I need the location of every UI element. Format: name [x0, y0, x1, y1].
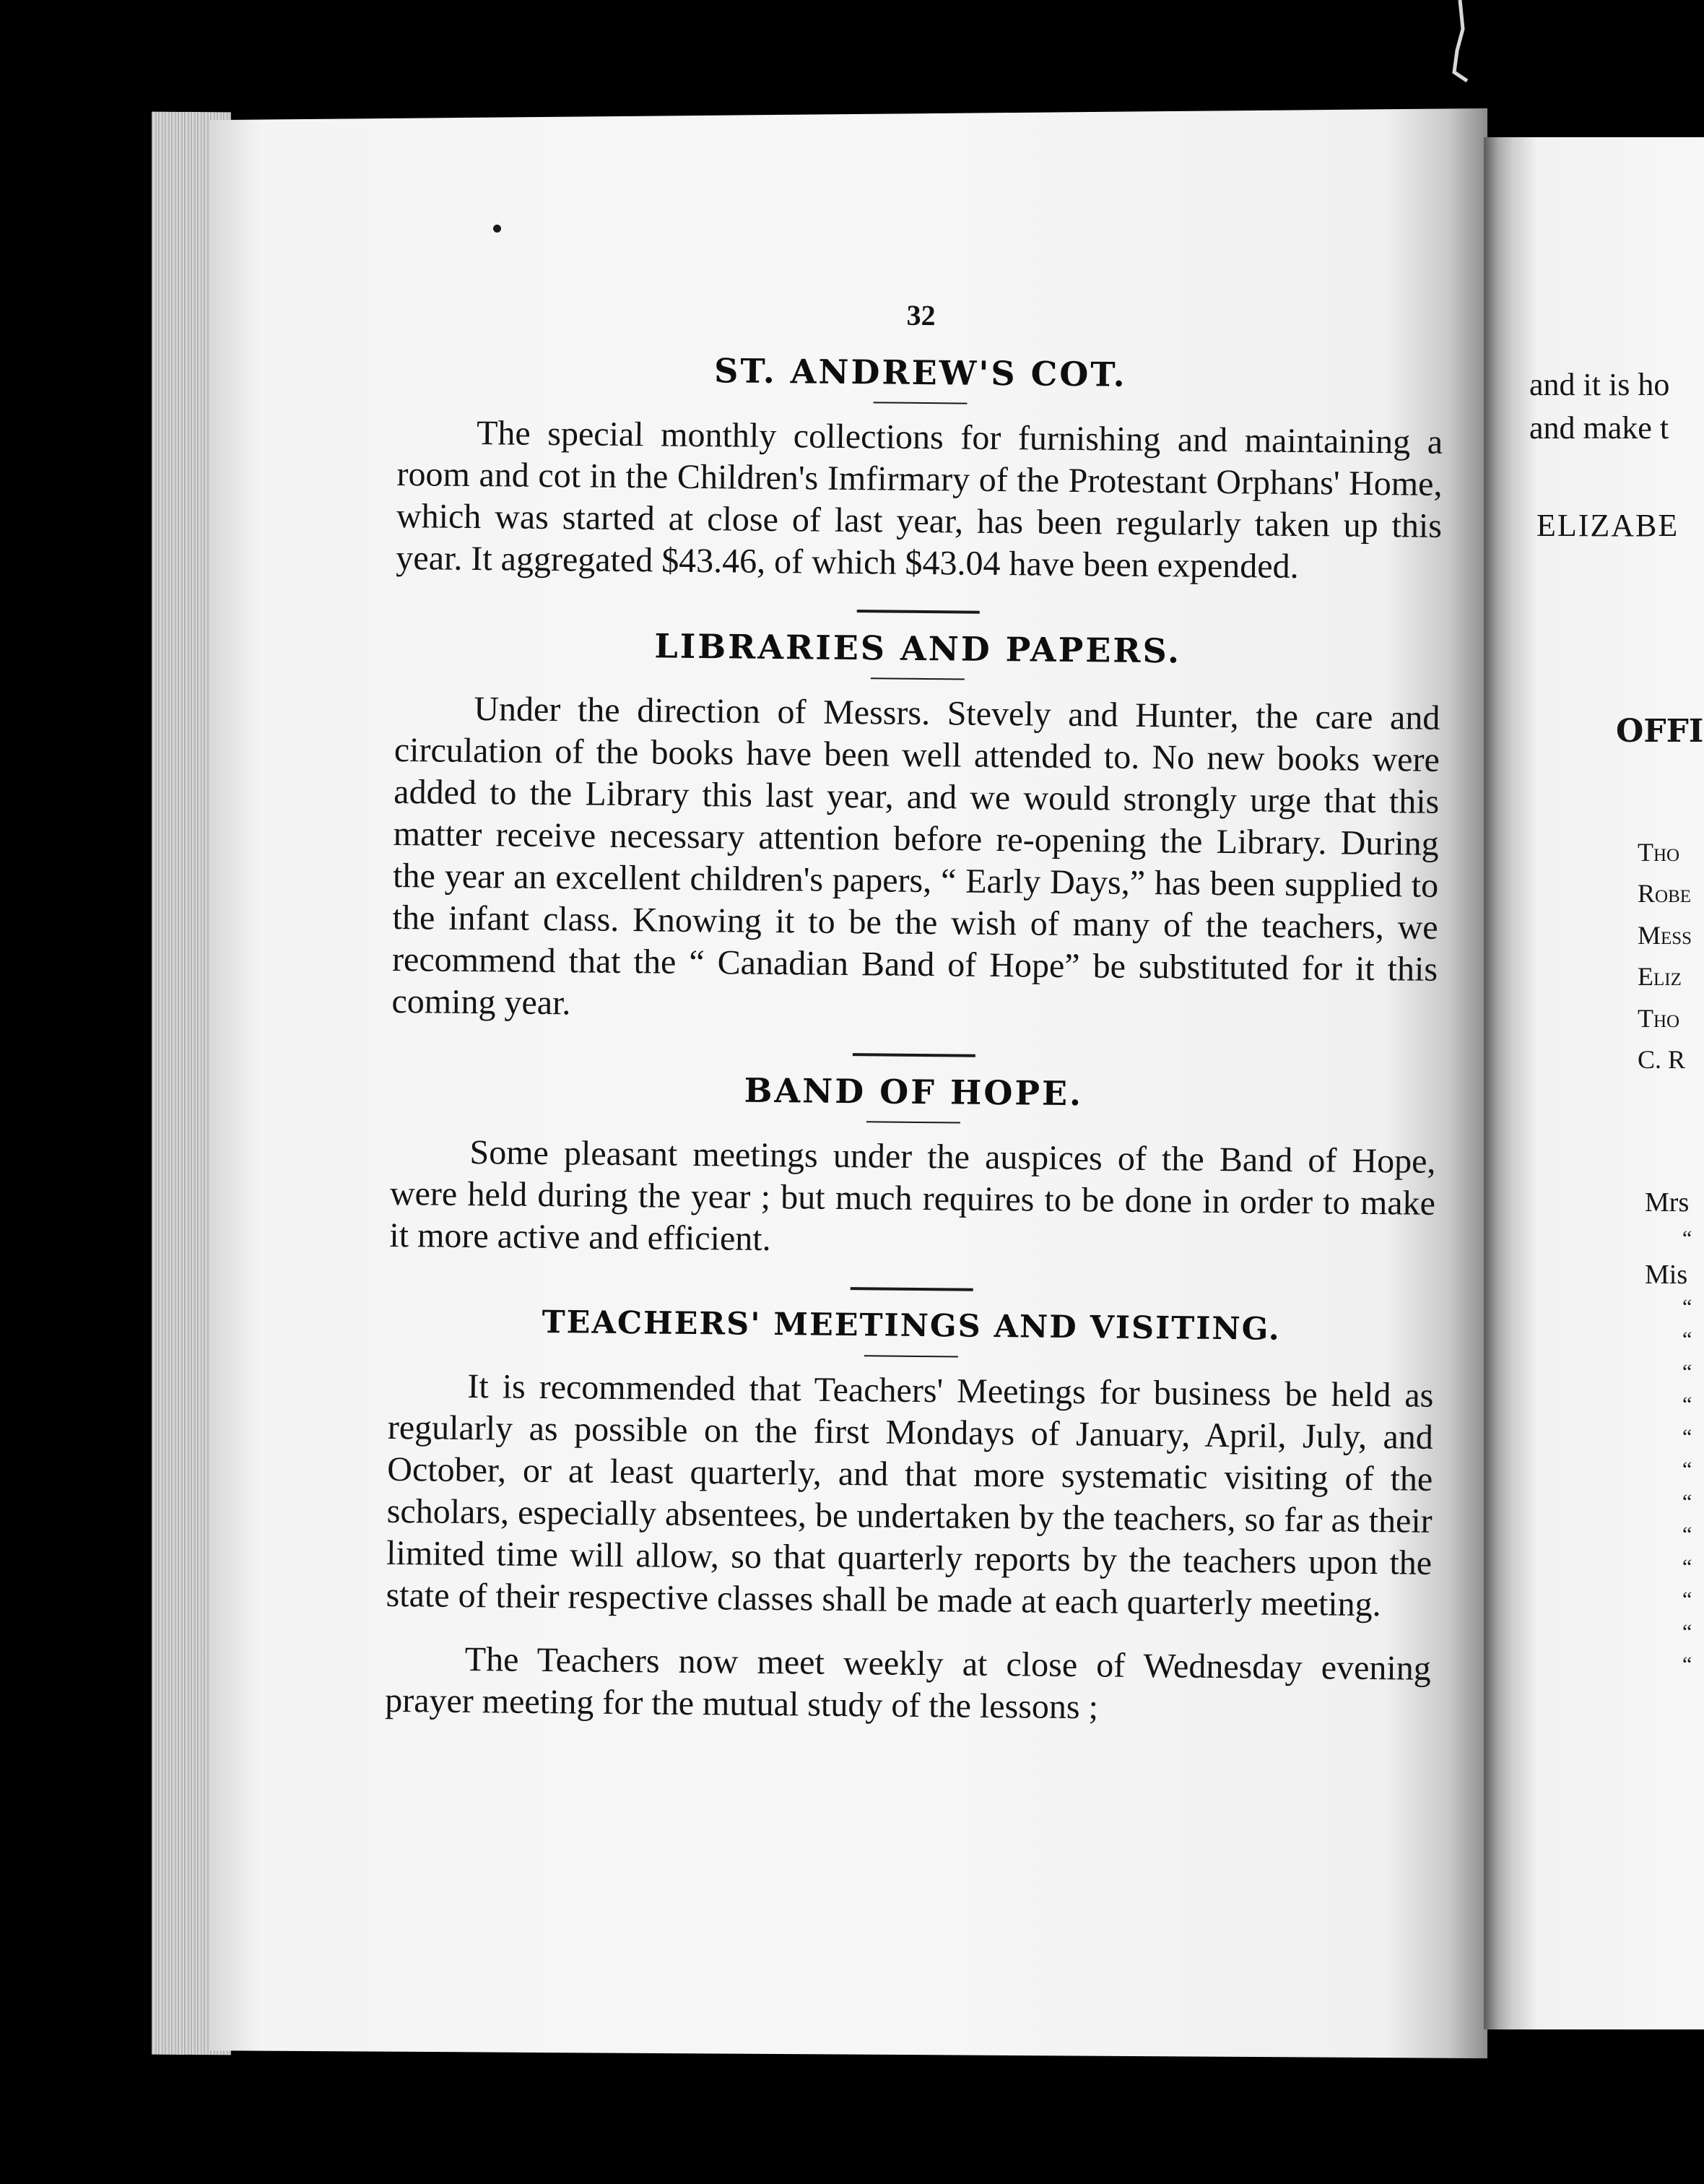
- right-page-text-line: and it is ho: [1529, 367, 1670, 402]
- right-page-ditto-mark: “: [1682, 1426, 1692, 1448]
- book-gutter: [1484, 137, 1516, 2029]
- right-page-ditto-mark: “: [1682, 1361, 1692, 1383]
- right-page-list-item: Eliz: [1638, 962, 1682, 991]
- right-page-ditto-mark: “: [1682, 1524, 1692, 1546]
- right-page-ditto-mark: “: [1682, 1459, 1692, 1481]
- right-page-mis: Mis: [1645, 1260, 1688, 1290]
- right-page-ditto-mark: “: [1682, 1394, 1692, 1416]
- right-page-ditto-mark: “: [1682, 1654, 1692, 1676]
- rule-line: [871, 677, 965, 680]
- section-rule: [389, 1283, 1435, 1296]
- paragraph: It is recommended that Teachers' Meetings for business be held as regularly as possible on the first Mondays of January, April, July, and October, or at least quarterly, and that more systematic visiting of the scholars, especially absentees, be undertaken by the teachers, so far as their limited time will allow, so that quarterly reports by the teachers upon the state of their respective classes shall be made at each quarterly meeting.: [386, 1366, 1434, 1624]
- rule-line: [874, 402, 968, 404]
- section-rule: [395, 673, 1440, 685]
- paragraph: The Teachers now meet weekly at close of Wednesday evening prayer meeting for the mutual study of the lessons ;: [384, 1639, 1431, 1727]
- right-page-list-item: Mess: [1638, 921, 1692, 950]
- right-page-mrs: Mrs: [1645, 1187, 1690, 1218]
- rule-line: [851, 1287, 973, 1291]
- section-rule: [391, 1117, 1436, 1128]
- right-page-list-item: Tho: [1638, 1004, 1680, 1033]
- section-rule: [398, 397, 1443, 409]
- section-heading-teachers-meetings: TEACHERS' MEETINGS AND VISITING.: [542, 1304, 1282, 1348]
- section-heading-st-andrews-cot: ST. ANDREW'S COT.: [713, 351, 1127, 394]
- right-page-ditto-mark: “: [1682, 1491, 1692, 1513]
- section-rule: [396, 605, 1441, 618]
- rule-line: [866, 1121, 960, 1123]
- right-page-list-item: Tho: [1638, 838, 1680, 867]
- rule-line: [857, 610, 980, 614]
- right-page-ditto-mark: “: [1682, 1329, 1692, 1351]
- binding-clip-mark: [1438, 0, 1482, 87]
- right-page-list-item: C. R: [1638, 1045, 1686, 1074]
- right-page-ditto-mark: “: [1682, 1296, 1692, 1318]
- right-page-text-line: and make t: [1529, 410, 1669, 446]
- page-content: [385, 289, 1444, 1732]
- right-page-ditto-mark: “: [1682, 1228, 1692, 1249]
- section-heading-band-of-hope: BAND OF HOPE.: [744, 1070, 1084, 1114]
- paragraph: The special monthly collections for furnishing and maintaining a room and cot in the Children's Imfirmary of the Protestant Orphans' Home, which was started at close of last year, has been regularly taken up this year. It aggregated $43.46, of which $43.04 have been expended.: [396, 414, 1443, 586]
- right-page-ditto-mark: “: [1682, 1621, 1692, 1643]
- right-page-name: ELIZABE: [1536, 508, 1679, 543]
- paragraph: Some pleasant meetings under the auspices of the Band of Hope, were held during the year ; but much requires to be done in order to make it more active and efficient.: [389, 1133, 1436, 1259]
- paragraph: Under the direction of Messrs. Stevely and Hunter, the care and circulation of the books have been well attended to. No new books were added to the Library this last year, and we would strongly urge that this matter receive necessary attention before re-opening the Library. During the year an excellent children's papers, “ Early Days,” has been supplied to the infant class. Knowing it to be the wish of many of the teachers, we recommend that the “ Canadian Band of Hope” be substituted for it this coming year.: [391, 690, 1440, 1023]
- section-rule: [388, 1351, 1434, 1362]
- ink-dot-mark: [493, 225, 501, 233]
- right-page-ditto-mark: “: [1682, 1589, 1692, 1611]
- rule-line: [864, 1355, 958, 1357]
- rule-line: [853, 1053, 975, 1057]
- right-page-ditto-mark: “: [1682, 1556, 1692, 1578]
- right-page-list-item: Robe: [1638, 879, 1692, 908]
- page-number: 32: [906, 298, 936, 332]
- section-rule: [391, 1049, 1437, 1062]
- right-page-heading: OFFI: [1616, 713, 1704, 750]
- section-heading-libraries-and-papers: LIBRARIES AND PAPERS.: [654, 626, 1182, 671]
